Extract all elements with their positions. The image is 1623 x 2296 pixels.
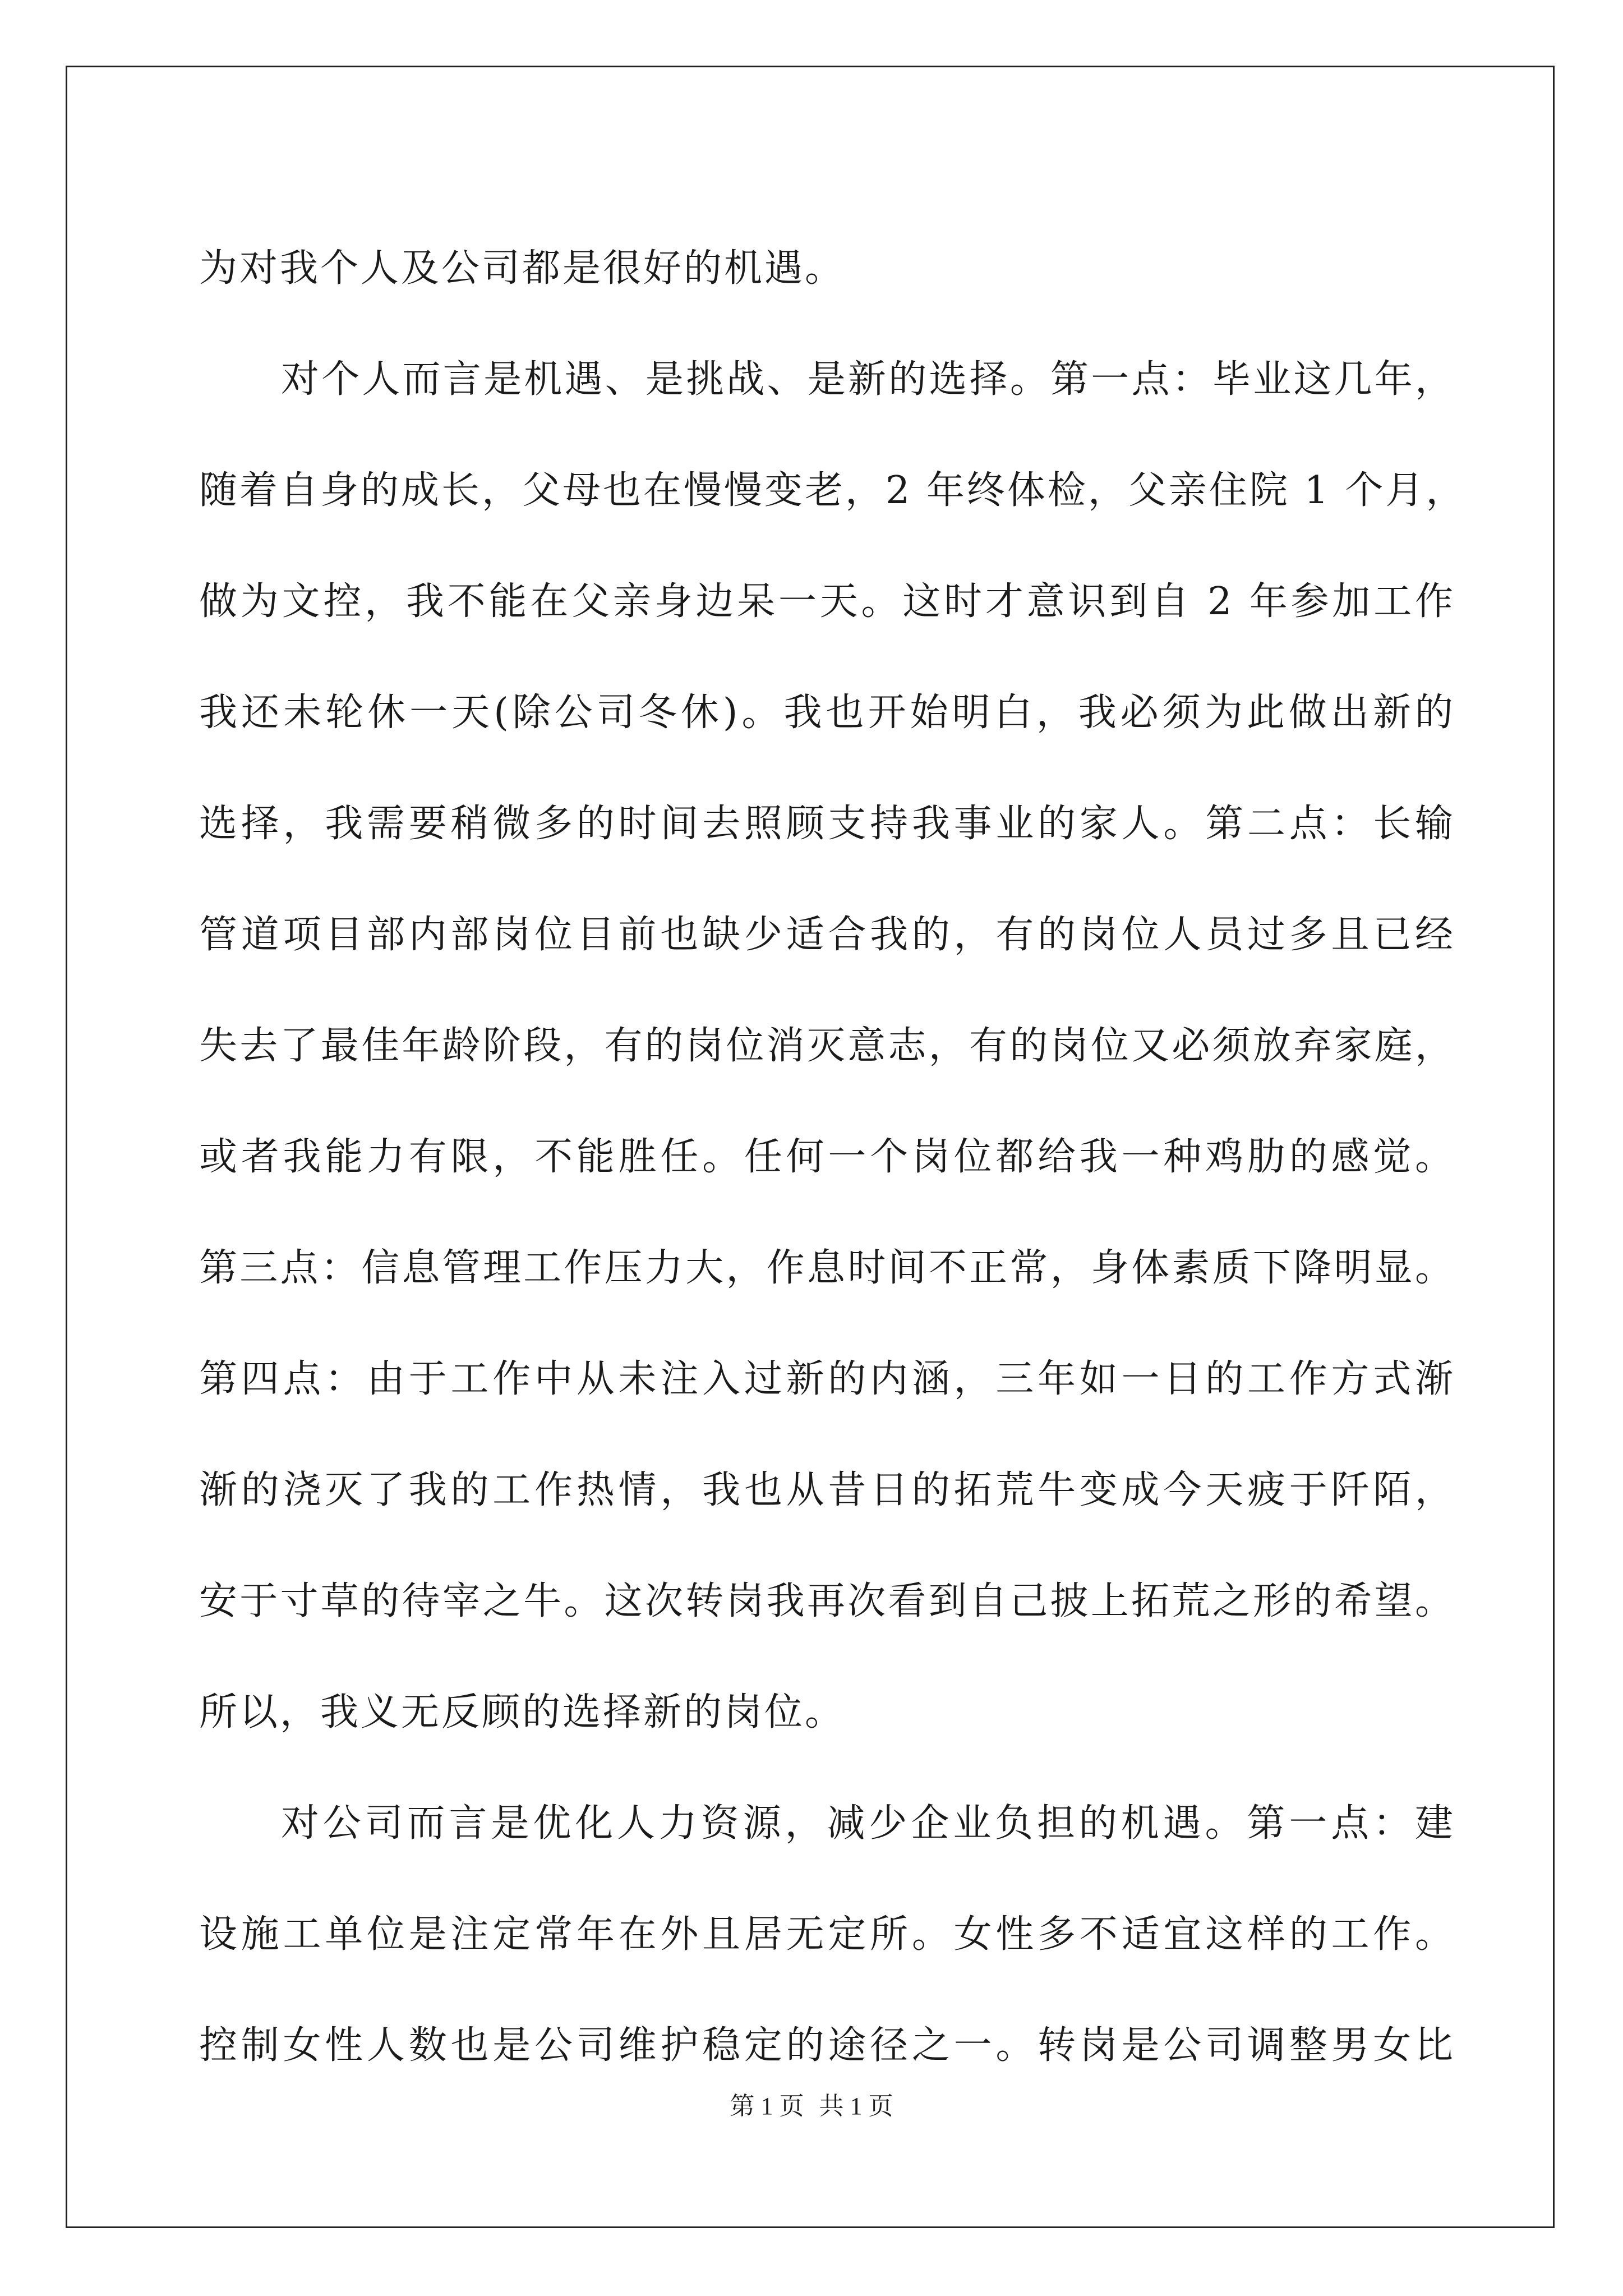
document-body — [199, 213, 1467, 2101]
text-line: 对公司而言是优化人力资源，减少企业负担的机遇。第一点：建 — [281, 1801, 1455, 1846]
page-number: 第 1 页 — [730, 2092, 804, 2120]
text-line: 第四点：由于工作中从未注入过新的内涵，三年如一日的工作方式渐 — [199, 1357, 1455, 1401]
page-total: 共 1 页 — [819, 2092, 893, 2120]
text-line: 或者我能力有限，不能胜任。任何一个岗位都给我一种鸡肋的感觉。 — [199, 1135, 1455, 1179]
text-line: 为对我个人及公司都是很好的机遇。 — [199, 246, 846, 291]
text-line: 我还未轮休一天(除公司冬休)。我也开始明白，我必须为此做出新的 — [199, 691, 1455, 735]
text-line: 失去了最佳年龄阶段，有的岗位消灭意志，有的岗位又必须放弃家庭， — [199, 1024, 1455, 1068]
text-line: 做为文控，我不能在父亲身边呆一天。这时才意识到自 2 年参加工作 — [199, 579, 1455, 624]
text-line: 渐的浇灭了我的工作热情，我也从昔日的拓荒牛变成今天疲于阡陌， — [199, 1468, 1455, 1512]
text-line: 选择，我需要稍微多的时间去照顾支持我事业的家人。第二点：长输 — [199, 802, 1455, 846]
text-line: 管道项目部内部岗位目前也缺少适合我的，有的岗位人员过多且已经 — [199, 913, 1455, 957]
text-line: 随着自身的成长，父母也在慢慢变老，2 年终体检，父亲住院 1 个月， — [199, 468, 1467, 513]
text-line: 所以，我义无反顾的选择新的岗位。 — [199, 1690, 846, 1734]
text-line: 对个人而言是机遇、是挑战、是新的选择。第一点：毕业这几年， — [281, 357, 1455, 402]
text-line: 设施工单位是注定常年在外且居无定所。女性多不适宜这样的工作。 — [199, 1912, 1455, 1957]
text-line: 安于寸草的待宰之牛。这次转岗我再次看到自己披上拓荒之形的希望。 — [199, 1579, 1455, 1623]
text-line: 第三点：信息管理工作压力大，作息时间不正常，身体素质下降明显。 — [199, 1246, 1455, 1290]
page-footer — [0, 2090, 1623, 2123]
text-line: 控制女性人数也是公司维护稳定的途径之一。转岗是公司调整男女比 — [199, 2023, 1455, 2068]
